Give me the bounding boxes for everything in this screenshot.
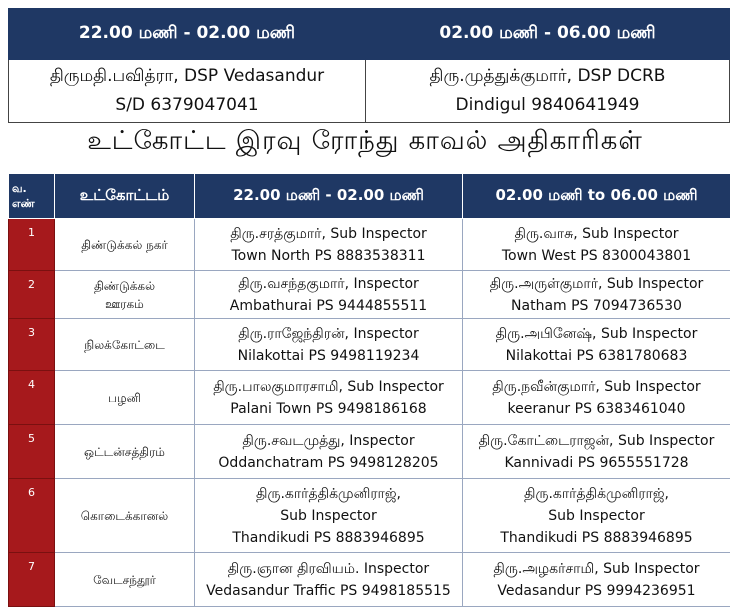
shift1-officer: [195, 553, 463, 607]
row-number: 1: [9, 219, 55, 271]
dsp-shift1-header: 22.00 மணி - 02.00 மணி: [9, 9, 366, 60]
subdivision-line: ஊரகம்: [58, 295, 191, 313]
officer-line: திரு.பாலகுமாரசாமி, Sub Inspector: [198, 376, 459, 398]
shift1-officer: [195, 219, 463, 271]
officer-line: திரு.ராஜேந்திரன், Inspector: [198, 323, 459, 345]
shift1-officer: [195, 319, 463, 371]
officer-line: Natham PS 7094736530: [466, 295, 727, 317]
shift1-officer: [195, 271, 463, 319]
officer-line: திரு.வசந்தகுமார், Inspector: [198, 273, 459, 295]
officer-line: Nilakottai PS 9498119234: [198, 345, 459, 367]
officer-line: திரு.நவீன்குமார், Sub Inspector: [466, 376, 727, 398]
dsp-shift2-line-2: Dindigul 9840641949: [370, 91, 725, 120]
officer-line: Vedasandur PS 9994236951: [466, 580, 727, 602]
serial-header-line-2: எண்: [12, 196, 54, 211]
table-row: [9, 271, 730, 319]
table-row: [9, 425, 730, 479]
subdivision-header: உட்கோட்டம்: [55, 174, 195, 219]
shift2-officer: [463, 371, 730, 425]
officer-line: Town West PS 8300043801: [466, 245, 727, 267]
subdivision-name: [55, 219, 195, 271]
shift2-officer: [463, 479, 730, 553]
shift2-officer: [463, 425, 730, 479]
officer-line: Thandikudi PS 8883946895: [198, 527, 459, 549]
table-row: [9, 319, 730, 371]
table-row: [9, 553, 730, 607]
shift2-officer: [463, 219, 730, 271]
subdivision-name: [55, 553, 195, 607]
subdivision-line: பழனி: [58, 389, 191, 407]
serial-header-line-1: வ.: [12, 181, 54, 196]
officer-line: Oddanchatram PS 9498128205: [198, 452, 459, 474]
row-number: 5: [9, 425, 55, 479]
table-header-row: [9, 174, 730, 219]
subdivision-line: வேடசந்தூர்: [58, 571, 191, 589]
dsp-shift2-header: 02.00 மணி - 06.00 மணி: [366, 9, 730, 60]
subdivision-line: ஒட்டன்சத்திரம்: [58, 443, 191, 461]
table-row: [9, 479, 730, 553]
officer-line: திரு.கார்த்திக்முனிராஜ்,: [466, 483, 727, 505]
subdivision-name: [55, 271, 195, 319]
officer-line: Sub Inspector: [466, 505, 727, 527]
dsp-header-row: [9, 9, 730, 60]
officer-line: திரு.அழகர்சாமி, Sub Inspector: [466, 558, 727, 580]
officer-line: திரு.கார்த்திக்முனிராஜ்,: [198, 483, 459, 505]
dsp-duty-table: [8, 8, 730, 123]
dsp-shift2-officer: [366, 60, 730, 123]
officer-line: Kannivadi PS 9655551728: [466, 452, 727, 474]
dsp-shift1-officer: [9, 60, 366, 123]
officer-line: திரு.வாசு, Sub Inspector: [466, 223, 727, 245]
subdivision-name: [55, 479, 195, 553]
officer-line: keeranur PS 6383461040: [466, 398, 727, 420]
officer-line: திரு.சவடமுத்து, Inspector: [198, 430, 459, 452]
row-number: 4: [9, 371, 55, 425]
serial-number-header: [9, 174, 55, 219]
row-number: 6: [9, 479, 55, 553]
officer-line: Palani Town PS 9498186168: [198, 398, 459, 420]
shift1-officer: [195, 479, 463, 553]
subdivision-name: [55, 371, 195, 425]
shift2-officer: [463, 271, 730, 319]
subdivision-patrol-table: [8, 173, 730, 607]
dsp-shift2-line-1: திரு.முத்துக்குமார், DSP DCRB: [370, 62, 725, 91]
dsp-officer-row: [9, 60, 730, 123]
table-row: [9, 371, 730, 425]
shift2-header: 02.00 மணி to 06.00 மணி: [463, 174, 730, 219]
row-number: 2: [9, 271, 55, 319]
officer-line: திரு.சரத்குமார், Sub Inspector: [198, 223, 459, 245]
dsp-shift1-line-1: திருமதி.பவித்ரா, DSP Vedasandur: [13, 62, 361, 91]
officer-line: Vedasandur Traffic PS 9498185515: [198, 580, 459, 602]
shift1-header: 22.00 மணி - 02.00 மணி: [195, 174, 463, 219]
officer-line: திரு.ஞான திரவியம். Inspector: [198, 558, 459, 580]
officer-line: திரு.அருள்குமார், Sub Inspector: [466, 273, 727, 295]
subdivision-line: திண்டுக்கல்: [58, 277, 191, 295]
officer-line: Thandikudi PS 8883946895: [466, 527, 727, 549]
table-row: [9, 219, 730, 271]
page-heading: உட்கோட்ட இரவு ரோந்து காவல் அதிகாரிகள்: [0, 118, 730, 164]
subdivision-line: நிலக்கோட்டை: [58, 336, 191, 354]
shift2-officer: [463, 553, 730, 607]
officer-line: Sub Inspector: [198, 505, 459, 527]
subdivision-line: கொடைக்கானல்: [58, 507, 191, 525]
row-number: 7: [9, 553, 55, 607]
subdivision-name: [55, 425, 195, 479]
officer-line: Nilakottai PS 6381780683: [466, 345, 727, 367]
officer-line: திரு.கோட்டைராஜன், Sub Inspector: [466, 430, 727, 452]
shift1-officer: [195, 371, 463, 425]
officer-line: Town North PS 8883538311: [198, 245, 459, 267]
shift1-officer: [195, 425, 463, 479]
subdivision-name: [55, 319, 195, 371]
row-number: 3: [9, 319, 55, 371]
dsp-shift1-line-2: S/D 6379047041: [13, 91, 361, 120]
officer-line: திரு.அபினேஷ், Sub Inspector: [466, 323, 727, 345]
shift2-officer: [463, 319, 730, 371]
officer-line: Ambathurai PS 9444855511: [198, 295, 459, 317]
subdivision-line: திண்டுக்கல் நகர்: [58, 236, 191, 254]
